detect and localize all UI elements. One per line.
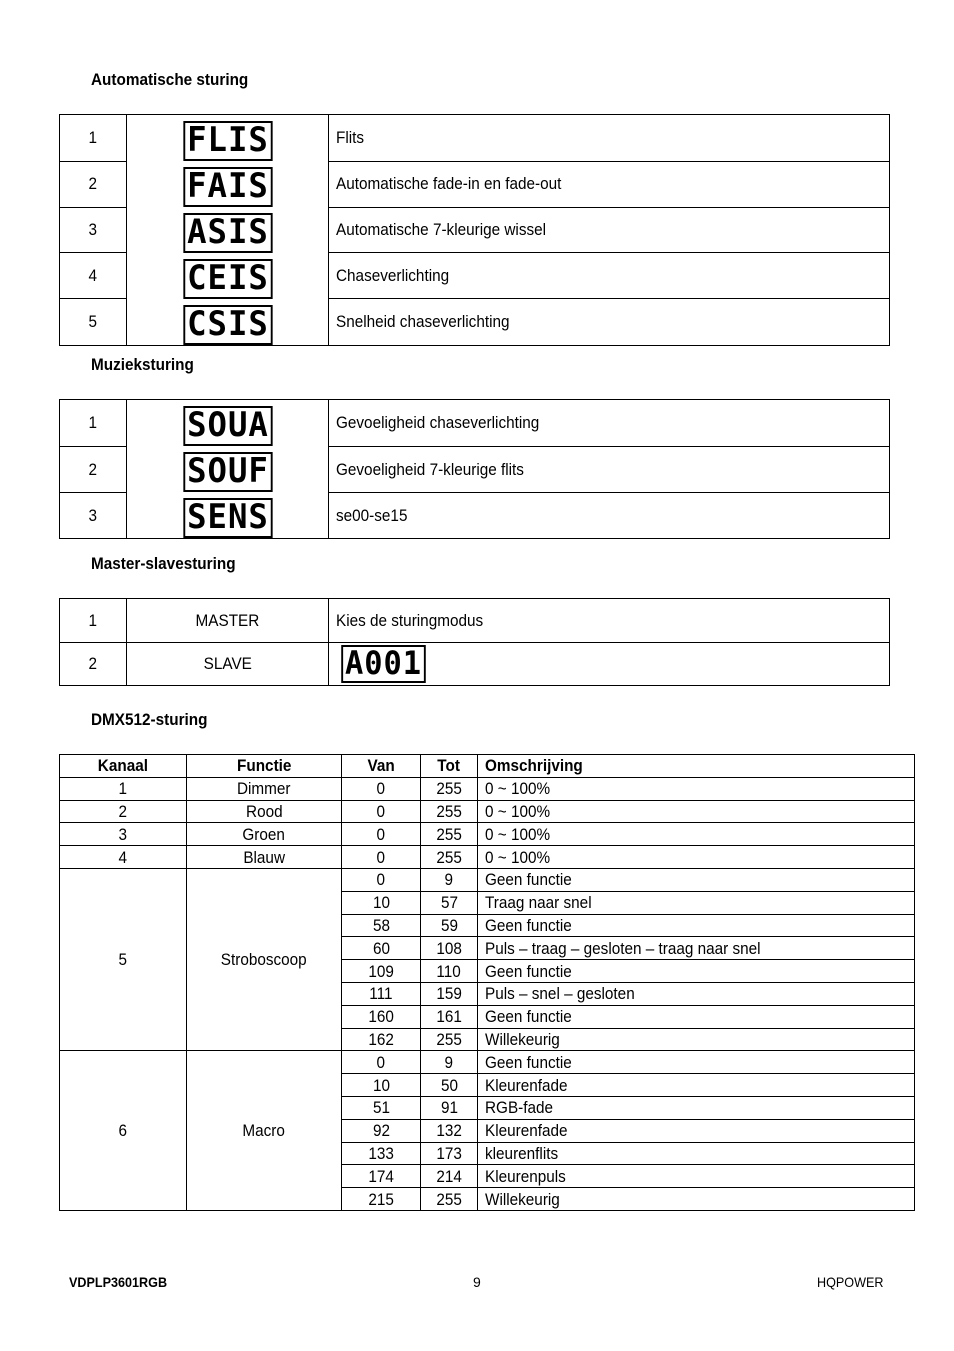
cell-functie: Groen [187, 823, 342, 846]
lcd-display-cell [329, 643, 890, 686]
cell-omschrijving: RGB-fade [478, 1096, 915, 1119]
cell-van: 174 [342, 1165, 421, 1188]
cell-van: 133 [342, 1142, 421, 1165]
header-omschrijving: Omschrijving [478, 755, 915, 778]
dmx-header-row [60, 755, 915, 778]
cell-omschrijving: 0 ~ 100% [478, 800, 915, 823]
row-description: Flits [329, 115, 890, 162]
lcd-display-column [127, 400, 329, 539]
cell-van: 162 [342, 1028, 421, 1051]
cell-omschrijving: Willekeurig [478, 1188, 915, 1211]
row-description: Gevoeligheid 7-kleurige flits [329, 447, 890, 493]
cell-van: 10 [342, 891, 421, 914]
cell-functie: Dimmer [187, 777, 342, 800]
section-heading-dmx: DMX512-sturing [91, 710, 208, 729]
header-van: Van [342, 755, 421, 778]
cell-kanaal: 2 [60, 800, 187, 823]
row-number: 2 [60, 161, 127, 207]
table-row [60, 868, 915, 891]
cell-van: 0 [342, 846, 421, 869]
cell-functie: Stroboscoop [187, 868, 342, 1050]
dmx-table [59, 754, 915, 1211]
cell-tot: 159 [421, 982, 478, 1005]
cell-tot: 9 [421, 868, 478, 891]
lcd-display: SENS [183, 498, 272, 538]
cell-van: 10 [342, 1074, 421, 1097]
cell-tot: 255 [421, 777, 478, 800]
cell-tot: 9 [421, 1051, 478, 1074]
cell-van: 111 [342, 982, 421, 1005]
cell-kanaal: 4 [60, 846, 187, 869]
cell-omschrijving: 0 ~ 100% [478, 846, 915, 869]
music-table [59, 399, 890, 539]
cell-omschrijving: Kleurenfade [478, 1074, 915, 1097]
cell-van: 60 [342, 937, 421, 960]
cell-van: 0 [342, 868, 421, 891]
table-row [60, 777, 915, 800]
cell-functie: Rood [187, 800, 342, 823]
cell-kanaal: 5 [60, 868, 187, 1050]
cell-van: 92 [342, 1119, 421, 1142]
lcd-display: FAIS [183, 167, 272, 207]
cell-omschrijving: Kleurenfade [478, 1119, 915, 1142]
cell-tot: 255 [421, 1028, 478, 1051]
header-functie: Functie [187, 755, 342, 778]
mode-label: SLAVE [127, 643, 329, 686]
cell-tot: 255 [421, 800, 478, 823]
auto-table [59, 114, 890, 346]
cell-omschrijving: Geen functie [478, 1005, 915, 1028]
cell-omschrijving: 0 ~ 100% [478, 823, 915, 846]
cell-tot: 110 [421, 960, 478, 983]
table-row [60, 800, 915, 823]
header-tot: Tot [421, 755, 478, 778]
cell-tot: 59 [421, 914, 478, 937]
row-number: 1 [60, 115, 127, 162]
cell-omschrijving: Traag naar snel [478, 891, 915, 914]
footer-model: VDPLP3601RGB [69, 1274, 168, 1290]
table-row [60, 1051, 915, 1074]
cell-tot: 255 [421, 823, 478, 846]
cell-van: 51 [342, 1096, 421, 1119]
cell-tot: 108 [421, 937, 478, 960]
cell-tot: 255 [421, 1188, 478, 1211]
cell-van: 160 [342, 1005, 421, 1028]
lcd-display: CEIS [183, 259, 272, 299]
lcd-display: CSIS [183, 305, 272, 345]
cell-van: 109 [342, 960, 421, 983]
cell-omschrijving: 0 ~ 100% [478, 777, 915, 800]
cell-van: 0 [342, 777, 421, 800]
section-heading-auto: Automatische sturing [91, 70, 249, 89]
row-number: 2 [60, 643, 127, 686]
cell-tot: 214 [421, 1165, 478, 1188]
cell-omschrijving: Geen functie [478, 914, 915, 937]
cell-omschrijving: Puls – snel – gesloten [478, 982, 915, 1005]
cell-tot: 173 [421, 1142, 478, 1165]
row-number: 4 [60, 253, 127, 299]
row-description: Automatische 7-kleurige wissel [329, 207, 890, 253]
row-number: 1 [60, 400, 127, 447]
row-number: 3 [60, 207, 127, 253]
row-number: 2 [60, 447, 127, 493]
cell-omschrijving: Geen functie [478, 960, 915, 983]
cell-functie: Macro [187, 1051, 342, 1211]
header-kanaal: Kanaal [60, 755, 187, 778]
row-description: se00-se15 [329, 493, 890, 539]
footer-page-number: 9 [473, 1274, 481, 1290]
cell-van: 0 [342, 823, 421, 846]
cell-tot: 132 [421, 1119, 478, 1142]
cell-omschrijving: Puls – traag – gesloten – traag naar snel [478, 937, 915, 960]
lcd-display-column [127, 115, 329, 346]
lcd-display: ASIS [183, 213, 272, 253]
cell-tot: 161 [421, 1005, 478, 1028]
cell-tot: 255 [421, 846, 478, 869]
cell-functie: Blauw [187, 846, 342, 869]
section-heading-master: Master-slavesturing [91, 554, 236, 573]
row-description: Snelheid chaseverlichting [329, 299, 890, 346]
table-row [60, 823, 915, 846]
cell-van: 215 [342, 1188, 421, 1211]
cell-van: 58 [342, 914, 421, 937]
row-description: Chaseverlichting [329, 253, 890, 299]
row-description: Automatische fade-in en fade-out [329, 161, 890, 207]
cell-omschrijving: Willekeurig [478, 1028, 915, 1051]
footer-brand: HQPOWER [817, 1274, 884, 1290]
section-heading-music: Muzieksturing [91, 355, 194, 374]
row-description: Kies de sturingmodus [329, 599, 890, 643]
row-number: 3 [60, 493, 127, 539]
cell-omschrijving: kleurenflits [478, 1142, 915, 1165]
cell-kanaal: 3 [60, 823, 187, 846]
cell-omschrijving: Kleurenpuls [478, 1165, 915, 1188]
cell-van: 0 [342, 1051, 421, 1074]
lcd-display: A001 [341, 645, 426, 683]
cell-tot: 57 [421, 891, 478, 914]
row-description: Gevoeligheid chaseverlichting [329, 400, 890, 447]
lcd-display: SOUF [183, 452, 272, 492]
cell-tot: 91 [421, 1096, 478, 1119]
cell-tot: 50 [421, 1074, 478, 1097]
cell-omschrijving: Geen functie [478, 868, 915, 891]
cell-van: 0 [342, 800, 421, 823]
lcd-display: FLIS [183, 121, 272, 161]
mode-label: MASTER [127, 599, 329, 643]
cell-kanaal: 6 [60, 1051, 187, 1211]
cell-kanaal: 1 [60, 777, 187, 800]
master-slave-table [59, 598, 890, 686]
row-number: 1 [60, 599, 127, 643]
cell-omschrijving: Geen functie [478, 1051, 915, 1074]
table-row [60, 846, 915, 869]
row-number: 5 [60, 299, 127, 346]
lcd-display: SOUA [183, 406, 272, 446]
